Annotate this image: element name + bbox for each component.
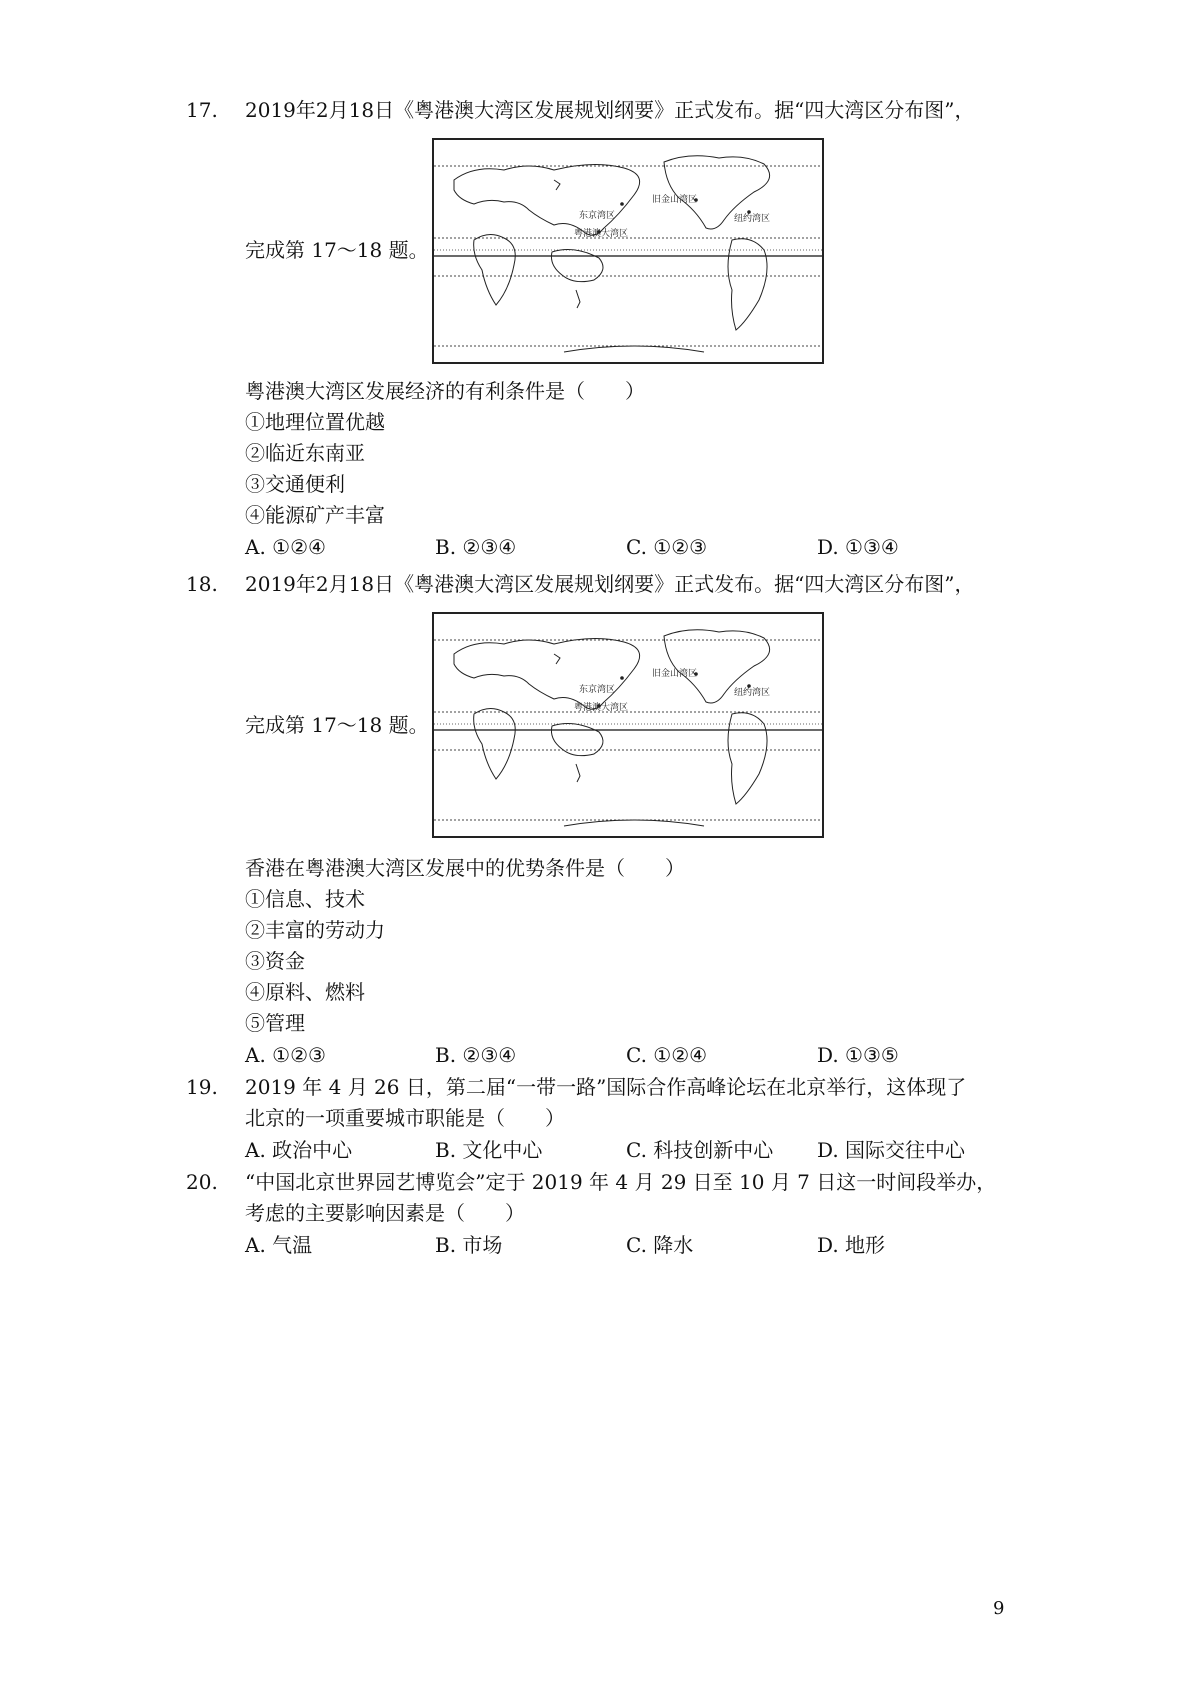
q17-option-b[interactable]: B. ②③④ [435,535,517,559]
map-label-newyork: 纽约湾区 [734,214,771,224]
map-label-tokyo: 东京湾区 [579,211,616,221]
q18-item-1: ①信息、技术 [245,887,365,911]
q20-option-c[interactable]: C. 降水 [626,1233,694,1257]
q17-item-1: ①地理位置优越 [245,410,385,434]
page-number: 9 [993,1598,1005,1619]
question-17-number: 17. [186,98,218,122]
q17-option-c[interactable]: C. ①②③ [626,535,708,559]
q18-option-b[interactable]: B. ②③④ [435,1043,517,1067]
q18-item-2: ②丰富的劳动力 [245,918,385,942]
q18-option-d[interactable]: D. ①③⑤ [817,1043,899,1067]
question-20-stem-line-1: “中国北京世界园艺博览会”定于 2019 年 4 月 29 日至 10 月 7 日这一时间段举办， [245,1170,997,1194]
question-17-prompt: 粤港澳大湾区发展经济的有利条件是（ ） [245,379,645,403]
q17-item-4: ④能源矿产丰富 [245,503,385,527]
map-label-newyork: 纽约湾区 [734,688,771,698]
question-18-prompt: 香港在粤港澳大湾区发展中的优势条件是（ ） [245,856,685,880]
q20-option-d[interactable]: D. 地形 [817,1233,886,1257]
q19-option-c[interactable]: C. 科技创新中心 [626,1138,774,1162]
map-label-gba: 粤港澳大湾区 [574,229,629,239]
q18-option-c[interactable]: C. ①②④ [626,1043,708,1067]
q17-option-a[interactable]: A. ①②④ [245,535,326,559]
map-label-sanfrancisco: 旧金山湾区 [652,669,698,679]
question-19-stem-line-1: 2019 年 4 月 26 日，第二届“一带一路”国际合作高峰论坛在北京举行，这体现了 [245,1075,967,1099]
map-label-gba: 粤港澳大湾区 [574,703,629,713]
q17-option-d[interactable]: D. ①③④ [817,535,899,559]
q18-item-3: ③资金 [245,949,305,973]
question-17-intro: 完成第 17～18 题。 [245,238,429,262]
question-18-number: 18. [186,572,218,596]
q18-item-4: ④原料、燃料 [245,980,365,1004]
question-19-number: 19. [186,1075,218,1099]
question-20-number: 20. [186,1170,218,1194]
q17-item-3: ③交通便利 [245,472,345,496]
question-18-intro: 完成第 17～18 题。 [245,713,429,737]
q18-option-a[interactable]: A. ①②③ [245,1043,326,1067]
question-20-stem-line-2: 考虑的主要影响因素是（ ） [245,1201,525,1225]
bay-areas-map-17 [434,140,822,362]
q20-option-a[interactable]: A. 气温 [245,1233,313,1257]
question-17-stem: 2019年2月18日《粤港澳大湾区发展规划纲要》正式发布。据“四大湾区分布图”， [245,98,975,122]
world-map-18 [432,612,824,838]
map-label-sanfrancisco: 旧金山湾区 [652,195,698,205]
question-18-stem: 2019年2月18日《粤港澳大湾区发展规划纲要》正式发布。据“四大湾区分布图”， [245,572,975,596]
q19-option-a[interactable]: A. 政治中心 [245,1138,353,1162]
bay-areas-map-18 [434,614,822,836]
q17-item-2: ②临近东南亚 [245,441,365,465]
map-label-tokyo: 东京湾区 [579,685,616,695]
q18-item-5: ⑤管理 [245,1011,305,1035]
question-19-stem-line-2: 北京的一项重要城市职能是（ ） [245,1106,565,1130]
q19-option-b[interactable]: B. 文化中心 [435,1138,543,1162]
q20-option-b[interactable]: B. 市场 [435,1233,503,1257]
q19-option-d[interactable]: D. 国际交往中心 [817,1138,966,1162]
world-map-17 [432,138,824,364]
